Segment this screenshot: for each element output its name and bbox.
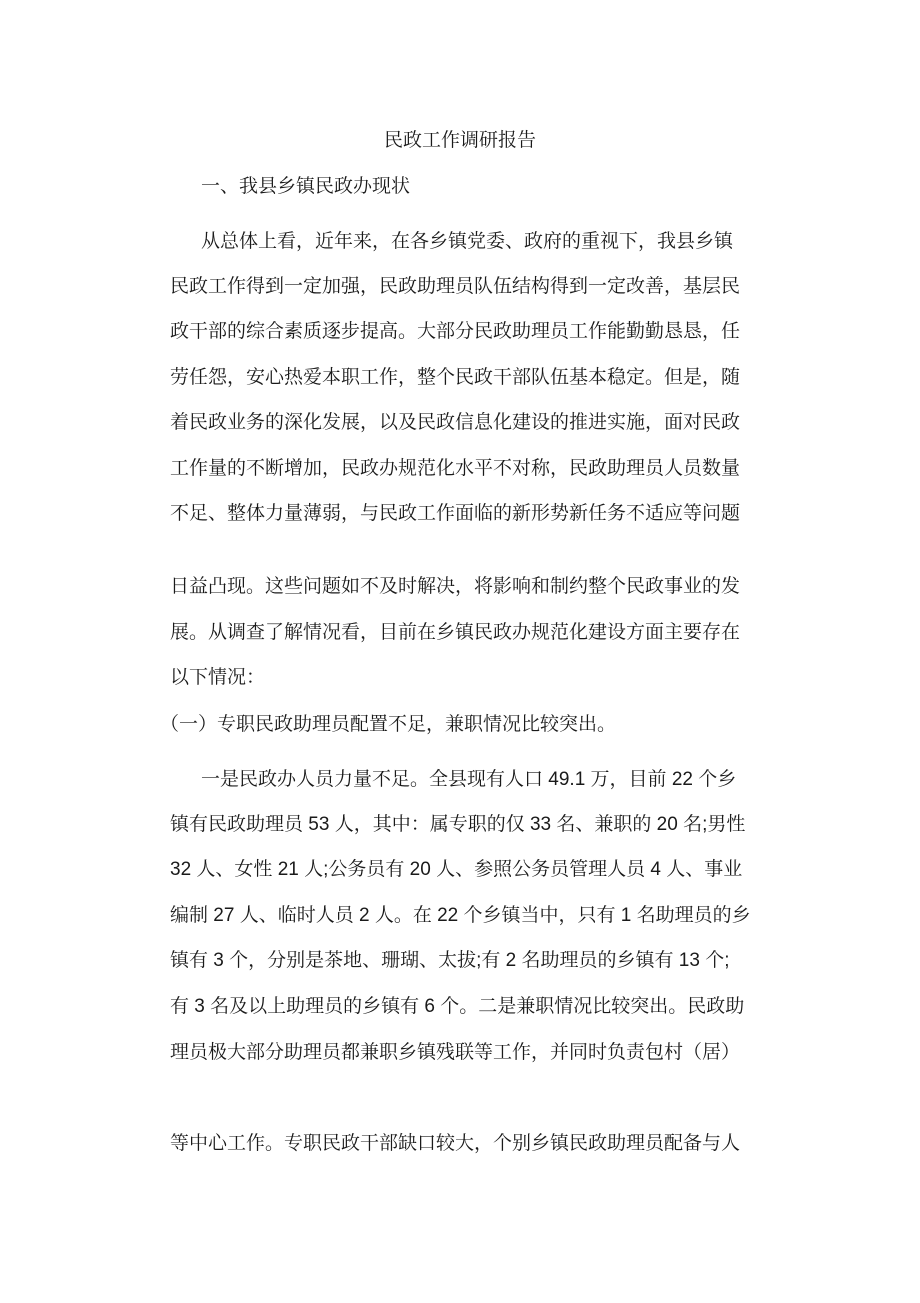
subsection-heading: （一）专职民政助理员配置不足，兼职情况比较突出。 (160, 713, 617, 735)
paragraph-line: 展。从调查了解情况看，目前在乡镇民政办规范化建设方面主要存在 (170, 621, 741, 643)
paragraph-line: 着民政业务的深化发展，以及民政信息化建设的推进实施，面对民政 (170, 411, 741, 433)
paragraph-line: 不足、整体力量薄弱，与民政工作面临的新形势新任务不适应等问题 (170, 502, 741, 524)
paragraph-line: 劳任怨，安心热爱本职工作，整个民政干部队伍基本稳定。但是，随 (170, 366, 741, 388)
paragraph-line: 镇有民政助理员 53 人，其中：属专职的仅 33 名、兼职的 20 名;男性 (170, 814, 746, 835)
paragraph-line: 日益凸现。这些问题如不及时解决，将影响和制约整个民政事业的发 (170, 575, 741, 597)
paragraph-line: 一是民政办人员力量不足。全县现有人口 49.1 万，目前 22 个乡 (201, 769, 737, 790)
paragraph-line: 有 3 名及以上助理员的乡镇有 6 个。二是兼职情况比较突出。民政助 (170, 996, 745, 1017)
paragraph-line: 以下情况： (170, 666, 266, 688)
paragraph-line: 镇有 3 个，分别是茶地、珊瑚、太拔;有 2 名助理员的乡镇有 13 个; (170, 950, 730, 971)
paragraph-line: 32 人、女性 21 人;公务员有 20 人、参照公务员管理人员 4 人、事业 (170, 859, 743, 880)
paragraph-line: 政干部的综合素质逐步提高。大部分民政助理员工作能勤勤恳恳，任 (170, 320, 741, 342)
document-title: 民政工作调研报告 (383, 129, 536, 151)
paragraph-line: 理员极大部分助理员都兼职乡镇残联等工作，并同时负责包村（居） (170, 1041, 741, 1063)
paragraph-line: 工作量的不断增加，民政办规范化水平不对称，民政助理员人员数量 (170, 457, 741, 479)
paragraph-line: 编制 27 人、临时人员 2 人。在 22 个乡镇当中，只有 1 名助理员的乡 (170, 905, 751, 926)
paragraph-line: 等中心工作。专职民政干部缺口较大，个别乡镇民政助理员配备与人 (170, 1132, 741, 1154)
paragraph-line: 从总体上看，近年来，在各乡镇党委、政府的重视下，我县乡镇 (201, 230, 734, 252)
paragraph-line: 民政工作得到一定加强，民政助理员队伍结构得到一定改善，基层民 (170, 275, 741, 297)
section-heading: 一、我县乡镇民政办现状 (201, 175, 411, 197)
